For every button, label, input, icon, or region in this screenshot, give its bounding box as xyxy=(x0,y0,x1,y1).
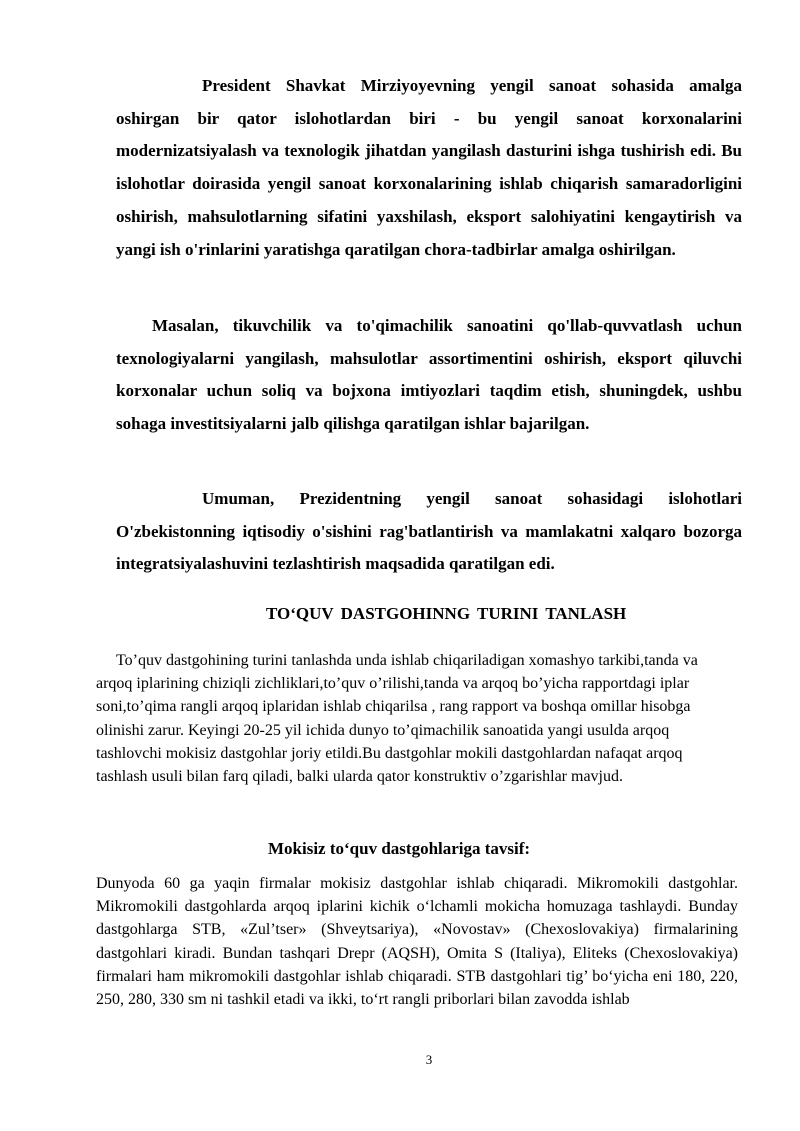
subsection-title: Mokisiz to‘quv dastgohlariga tavsif: xyxy=(268,839,531,858)
paragraph-textile-support: Masalan, tikuvchilik va to'qimachilik sanoatini qo'llab-quvvatlash uchun texnologiyalarni yangilash, mahsulotlar assortimentini oshirish, eksport qiluvchi korxonalar uchun soliq va bojxona imtiyozlari taqdim etish, shuningdek, ushbu sohaga investitsiyalarni jalb qilishga qaratilgan ishlar bajarilgan. xyxy=(116,316,742,434)
page-number: 3 xyxy=(425,1052,433,1067)
paragraph-reforms-summary: Umuman, Prezidentning yengil sanoat sohasidagi islohotlari O'zbekistonning iqtisodiy o'sishini rag'batlantirish va mamlakatni xalqaro bozorga integratsiyalashuvini tezlashtirish maqsadida qaratilgan edi. xyxy=(116,489,742,574)
paragraph-shuttleless-looms: Dunyoda 60 ga yaqin firmalar mokisiz dastgohlar ishlab chiqaradi. Mikromokili dastgohlar. Mikromokili dastgohlarda arqoq iplarini kichik o‘lchamli mokicha homuzaga tashlaydi. Bunday dastgohlarga STB, «Zul’tser» (Shveytsariya), «Novostav» (Chexoslovakiya) firmalarining dastgohlari kiradi. Bundan tashqari Drepr (AQSH), Omita S (Italiya), Eliteks (Chexoslovakiya) firmalari ham mikromokili dastgohlar ishlab chiqaradi. STB dastgohlari tig’ bo‘yicha eni 180, 220, 250, 280, 330 sm ni tashkil etadi va ikki, to‘rt rangli priborlari bilan zavodda ishlab xyxy=(96,875,738,1009)
paragraph-loom-selection: To’quv dastgohining turini tanlashda unda ishlab chiqariladigan xomashyo tarkibi,tanda va arqoq iplarining chiziqli zichliklari,to’quv o’rilishi,tanda va arqoq bo’yicha rapportdagi iplar soni,to’qima rangli arqoq iplaridan ishlab chiqarilsa , rang rapport va boshqa omillar hisobga olinishi zarur. Keyingi 20-25 yil ichida dunyo to’qimachilik sanoatida yangi usulda arqoq tashlovchi mokisiz dastgohlar joriy etildi.Bu dastgohlar mokili dastgohlardan nafaqat arqoq tashlash usuli bilan farq qiladi, balki ularda qator konstruktiv o’zgarishlar mavjud. xyxy=(96,652,698,786)
paragraph-reforms-intro: President Shavkat Mirziyoyevning yengil sanoat sohasida amalga oshirgan bir qator islohotlardan biri - bu yengil sanoat korxonalarini modernizatsiyalash va texnologik jihatdan yangilash dasturini ishga tushirish edi. Bu islohotlar doirasida yengil sanoat korxonalarining ishlab chiqarish samaradorligini oshirish, mahsulotlarning sifatini yaxshilash, eksport salohiyatini kengaytirish va yangi ish o'rinlarini yaratishga qaratilgan chora-tadbirlar amalga oshirilgan. xyxy=(116,76,742,259)
section-title: TO‘QUV DASTGOHINNG TURINI TANLASH xyxy=(266,604,627,623)
